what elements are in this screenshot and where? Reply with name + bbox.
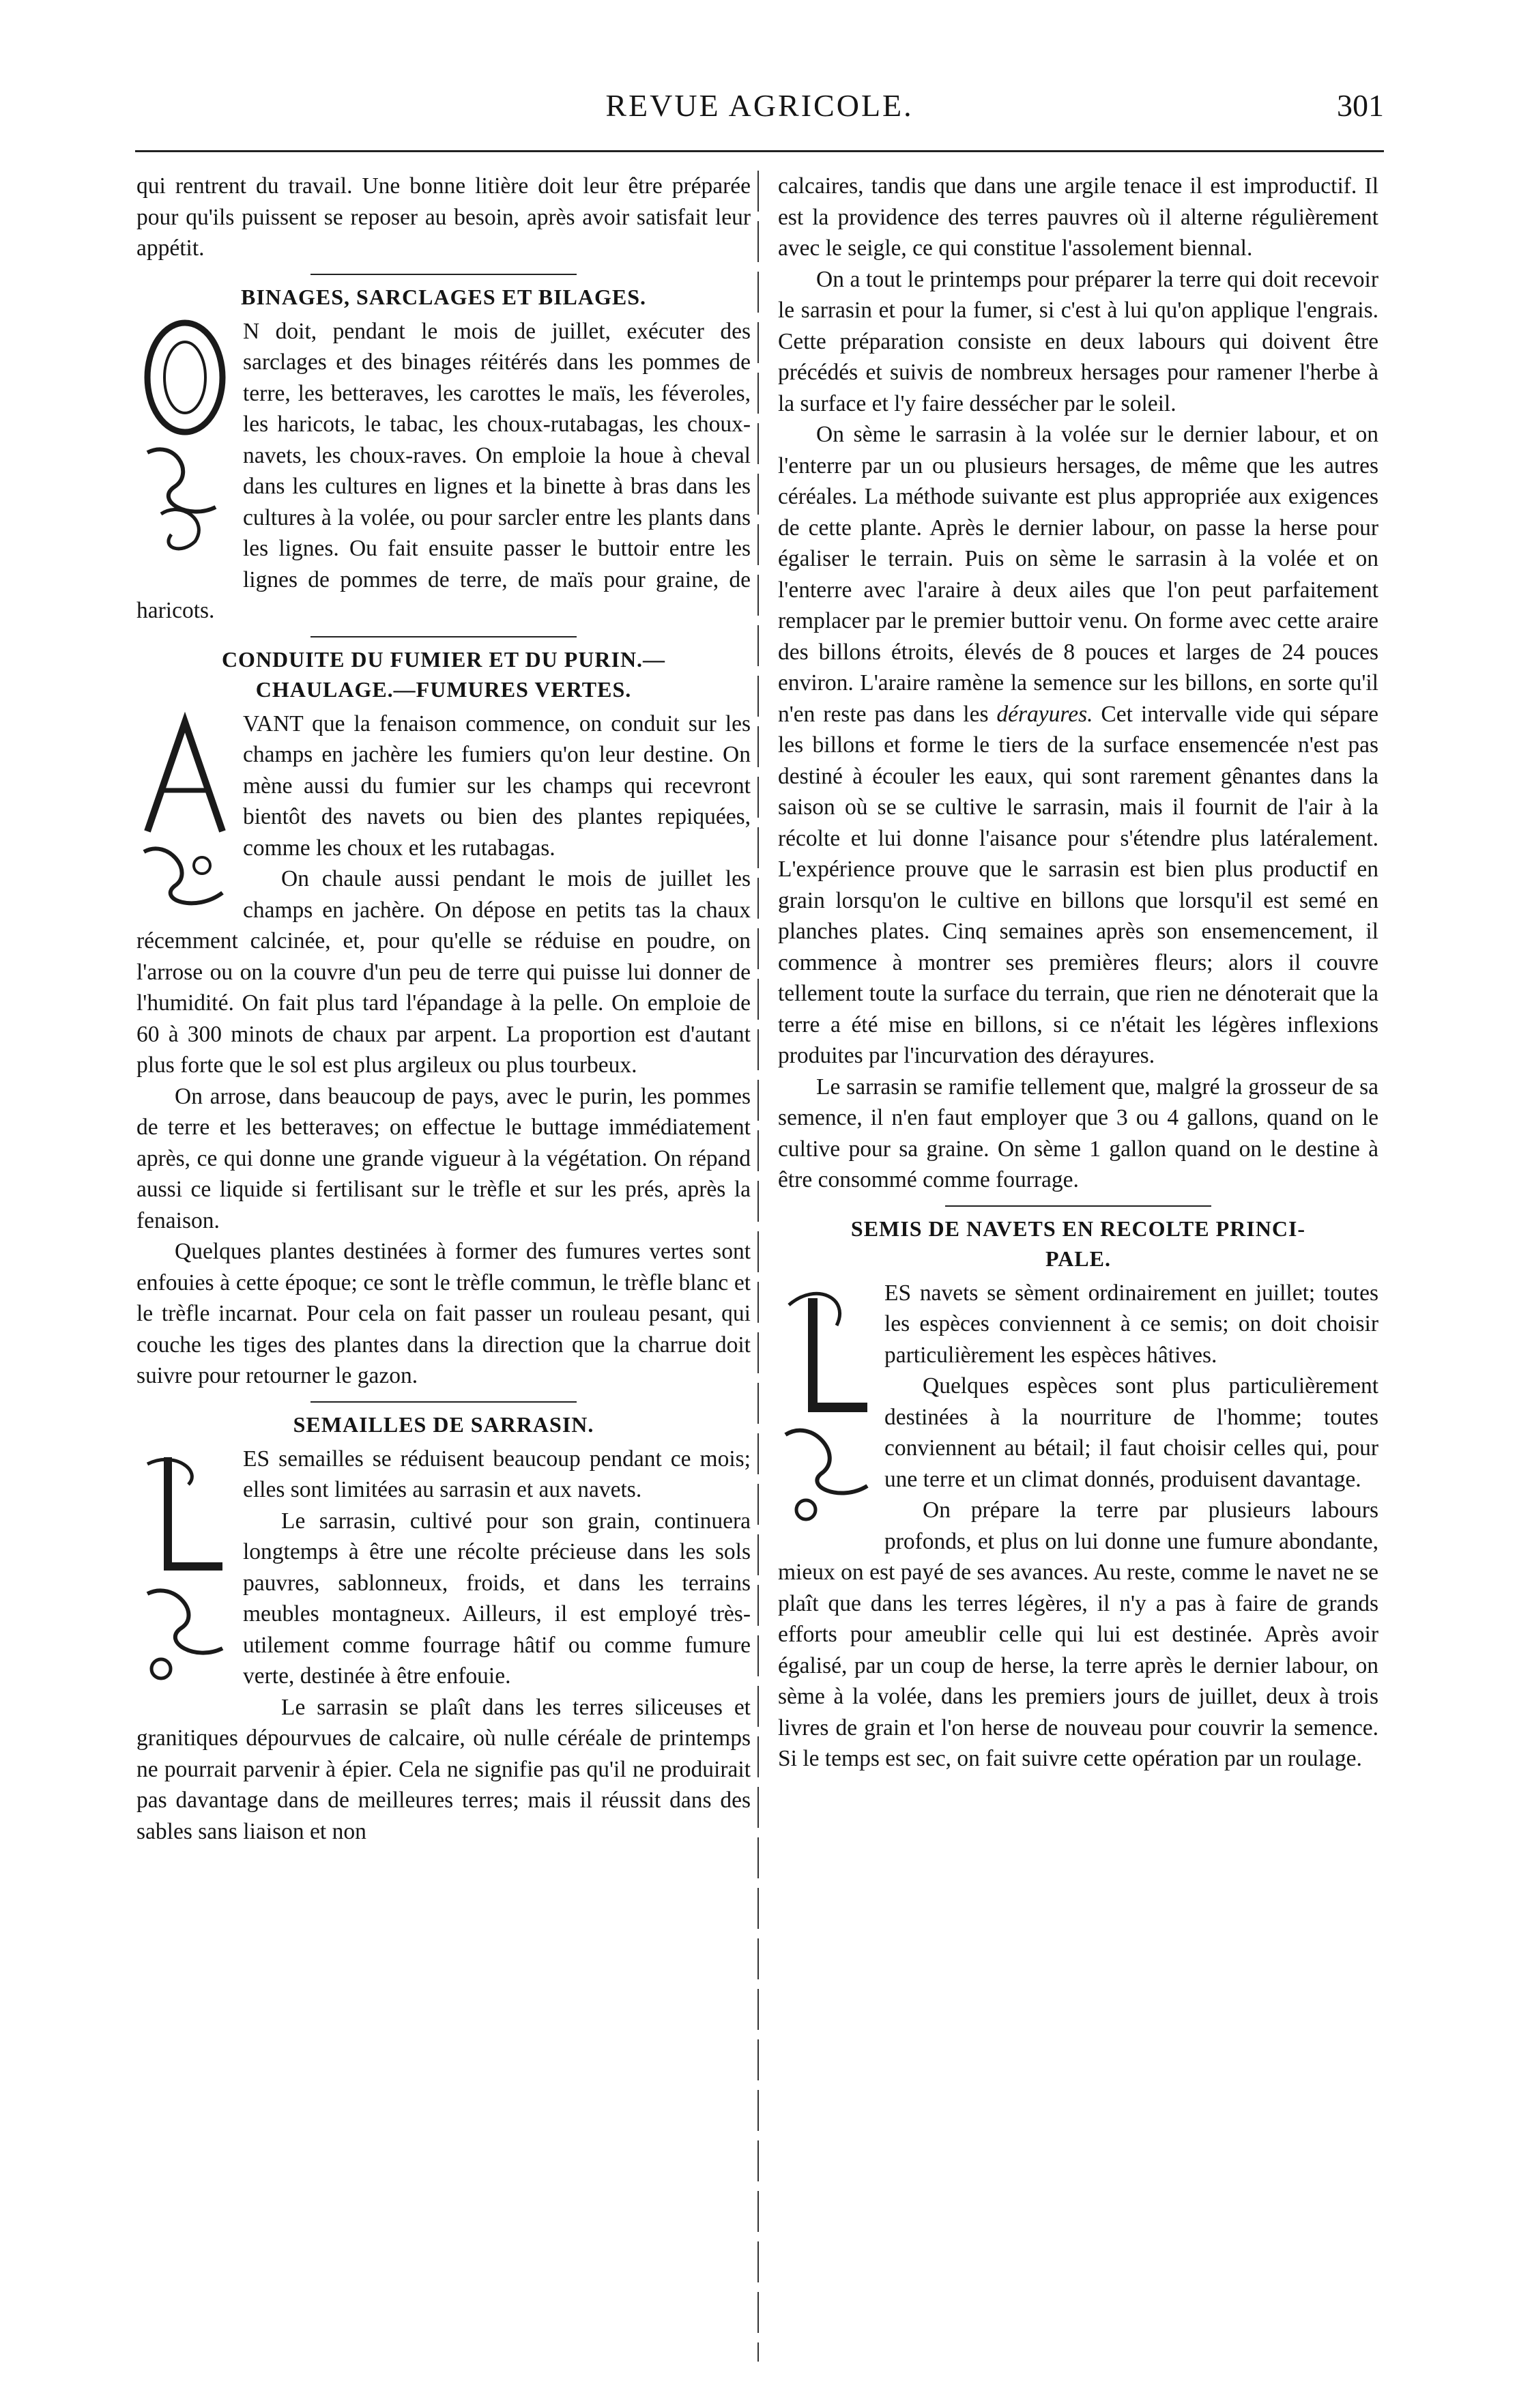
paragraph: On arrose, dans beaucoup de pays, avec le purin, les pommes de terre et les betteraves; on effectue le buttage immédiatement après, ce qui donne une grande vigueur à la végétation. On répand aussi ce liquide si fertilisant sur le trèfle et sur les prés, après la fenaison. [136,1083,751,1233]
paragraph: Quelques espèces sont plus particulièrement destinées à la nourriture de l'homme; toutes conviennent au bétail; il faut choisir celles qui, pour une terre et un climat donnés, produisent davantage. [884,1373,1378,1492]
paragraph: qui rentrent du travail. Une bonne litière doit leur être préparée pour qu'ils puissent se reposer au besoin, après avoir satisfait leur appétit. [136,173,751,261]
page-header [135,87,1384,135]
paragraph: Le sarrasin se ramifie tellement que, malgré la grosseur de sa semence, il n'en faut employer que 3 ou 4 gallons, quand on le cultive pour sa graine. On sème 1 gallon quand on le destine à être consommé comme fourrage. [778,1074,1378,1192]
section-heading-line: SEMIS DE NAVETS EN RECOLTE PRINCI- [850,1216,1306,1241]
section-heading-line: CHAULAGE.—FUMURES VERTES. [255,676,632,702]
paragraph: ES semailles se réduisent beaucoup pendant ce mois; elles sont limitées au sarrasin et aux navets. [243,1446,751,1502]
paragraph: VANT que la fenaison commence, on conduit sur les champs en jachère les fumiers qu'on leur destine. On mène aussi du fumier sur les champs qui recevront bientôt des navets ou bien des plantes repiquées, comme les choux et les rutabagas. [243,711,751,861]
paragraph: ES navets se sèment ordinairement en juillet; toutes les espèces conviennent à ce semis; on doit choisir particulièrement les espèces hâtives. [884,1280,1378,1368]
paragraph: On chaule aussi pendant le mois de juillet les champs en jachère. On dépose en petits tas la chaux récemment calcinée, et, pour qu'elle se réduise en poudre, on l'arrose ou on la couvre d'un peu de terre qui puisse lui donner de l'humidité. On fait plus tard l'épandage à la pelle. On emploie de 60 à 300 minots de chaux par arpent. La proportion est d'autant plus forte que le sol est plus argileux ou plus tourbeux. [136,866,751,1078]
column-divider [757,171,759,2362]
header-rule [135,150,1384,152]
ornamental-initial [136,316,236,569]
ornamental-initial-o-icon [136,316,236,569]
ornamental-initial [136,708,236,920]
paragraph: On prépare la terre par plusieurs labours profonds, et plus on lui donne une fumure abondante, mieux on est payé de ses avances. Au reste, comme le navet ne se plaît que dans les terres légères, il n'y a pas à faire de grands efforts pour ameublir celle qui lui est destinée. Après avoir égalisé, par un coup de herse, la terre après le dernier labour, on sème à la volée, dans les premiers jours de juillet, deux à trois livres de grain et l'on herse de nouveau pour couvrir la semence. Si le temps est sec, on fait suivre cette opération par un roulage. [778,1497,1378,1771]
section-separator [310,1401,577,1403]
section-heading [136,644,751,704]
section-separator [945,1205,1211,1207]
italic-term: dérayures. [996,701,1093,727]
running-title: REVUE AGRICOLE. [605,88,914,123]
page-number: 301 [1337,88,1384,123]
ornamental-initial-l-icon [778,1278,878,1530]
paragraph: On a tout le printemps pour préparer la terre qui doit recevoir le sarrasin et pour la fumer, si c'est à lui qu'on applique l'engrais. Cette préparation consiste en deux labours qui doivent être précédés et suivis de nombreux hersages pour ramener l'herbe à la surface et l'y faire dessécher par le soleil. [778,266,1378,416]
section-heading [778,1214,1378,1274]
section-heading-line: CONDUITE DU FUMIER ET DU PURIN.— [221,646,666,672]
paragraph: Le sarrasin, cultivé pour son grain, continuera longtemps à être une récolte précieuse dans les sols pauvres, sablonneux, froids, et dans les terrains meubles montagneux. Ailleurs, il est employé très-utilement comme fourrage hâtif ou comme fumure verte, destinée à être enfouie. [243,1508,751,1689]
right-column [778,171,1378,2375]
ornamental-initial-l-icon [136,1444,236,1696]
section-separator [310,636,577,637]
section-separator [310,274,577,275]
paragraph: Le sarrasin se plaît dans les terres siliceuses et granitiques dépourvues de calcaire, où nulle céréale de printemps ne pourrait parvenir à épier. Cela ne signifie pas qu'il ne produirait pas davantage dans de meilleures terres; mais il réussit dans des sables sans liaison et non [136,1694,751,1844]
ornamental-initial [136,1444,236,1696]
section-heading: BINAGES, SARCLAGES ET BILAGES. [240,284,647,309]
paragraph: calcaires, tandis que dans une argile tenace il est improductif. Il est la providence des terres pauvres où il alterne régulièrement avec le seigle, ce qui constitue l'assolement biennal. [778,173,1378,261]
left-column [136,171,751,2375]
section-heading: SEMAILLES DE SARRASIN. [293,1411,594,1437]
section-heading-line: PALE. [1045,1246,1111,1271]
ornamental-initial [778,1278,878,1530]
paragraph-text: On sème le sarrasin à la volée sur le dernier labour, et on l'enterre par un ou plusieurs hersages, de même que les autres céréales. La méthode suivante est plus appropriée aux exigences de cette plante. Après le dernier labour, on passe la herse pour égaliser le terrain. Puis on sème le sarrasin à la volée et on l'enterre avec l'araire à deux ailes que l'on peut parfaitement remplacer par le premier buttoir venu. On forme avec cette araire des billons étroits, élevés de 8 pouces et larges de 24 pouces environ. L'araire ramène la semence sur les billons, en sorte qu'il n'en reste pas dans les [778,422,1378,727]
ornamental-initial-a-icon [136,708,236,920]
paragraph: N doit, pendant le mois de juillet, exécuter des sarclages et des binages réitérés dans les pommes de terre, les betteraves, les carottes le maïs, les féveroles, les haricots, le tabac, les choux-rutabagas, les choux-navets, les choux-raves. On emploie la houe à cheval dans les cultures en lignes et la binette à bras dans les cultures à la volée, ou pour sarcler entre les plants dans les lignes. Ou fait ensuite passer le buttoir entre les lignes de pommes de terre, de maïs pour graine, de haricots. [136,318,751,623]
paragraph: Quelques plantes destinées à former des fumures vertes sont enfouies à cette époque; ce sont le trèfle commun, le trèfle blanc et le trèfle incarnat. Pour cela on fait passer un rouleau pesant, qui couche les tiges des plantes dans la direction que la charrue doit suivre pour retourner le gazon. [136,1239,751,1388]
paragraph-text: Cet intervalle vide qui sépare les billons et forme le tiers de la surface ensemencée n'est pas destiné à écouler les eaux, qui sont rarement gênantes dans la saison où se se cultive le sarrasin, mais il fournit de l'air à la récolte et lui donne l'aisance pour s'étendre plus latéralement. L'expérience prouve que le sarrasin est bien plus productif en grain lorsqu'on le cultive en billons que lorsqu'il est semé en planches plates. Cinq semaines après son ensemencement, il commence à montrer ses premières fleurs; alors il couvre tellement toute la surface du terrain, que rien ne dénoterait que la terre a été mise en billons, si ce n'était les légères inflexions produites par l'incurvation des dérayures. [778,701,1378,1068]
paragraph [778,419,1378,1072]
